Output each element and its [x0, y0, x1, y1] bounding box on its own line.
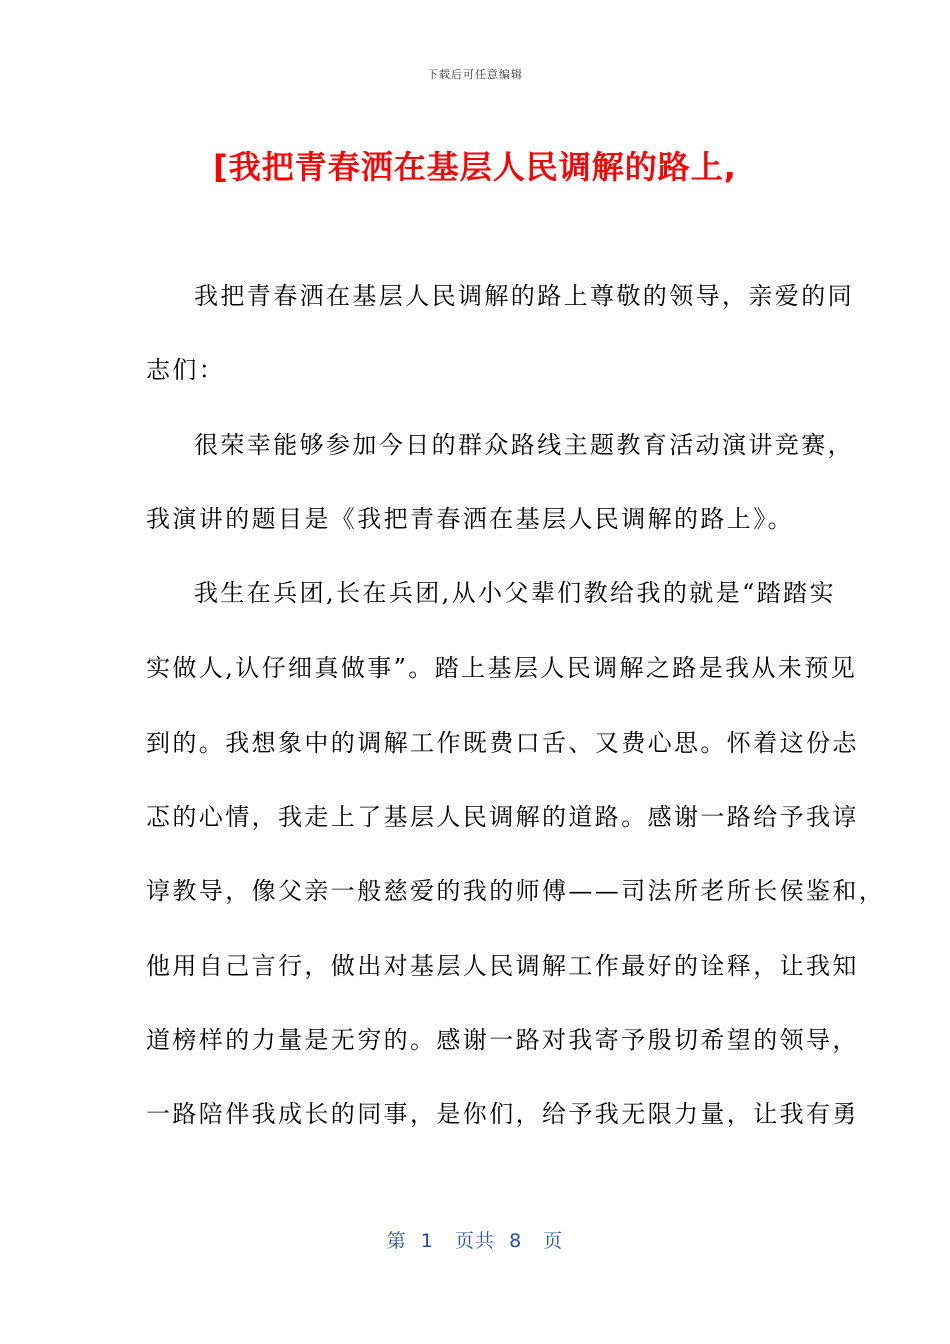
paragraph-line: 忑的心情，我走上了基层人民调解的道路。感谢一路给予我谆 — [146, 803, 859, 831]
paragraph-line: 道榜样的力量是无穷的。感谢一路对我寄予殷切希望的领导， — [146, 1026, 859, 1054]
paragraph-line: 实做人,认仔细真做事”。踏上基层人民调解之路是我从未预见 — [146, 654, 858, 682]
header-note: 下载后可任意编辑 — [427, 68, 523, 81]
paragraph-line: 志们： — [146, 356, 226, 384]
paragraph-line: 我演讲的题目是《我把青春洒在基层人民调解的路上》。 — [146, 505, 794, 533]
paragraph-line: 到的。我想象中的调解工作既费口舌、又费心思。怀着这份忐 — [146, 729, 859, 757]
paragraph-line: 谆教导，像父亲一般慈爱的我的师傅——司法所老所长侯鉴和， — [146, 877, 886, 905]
paragraph-line: 很荣幸能够参加今日的群众路线主题教育活动演讲竞赛， — [194, 431, 854, 459]
document-title: [我把青春洒在基层人民调解的路上, — [213, 148, 737, 186]
paragraph-line: 他用自己言行，做出对基层人民调解工作最好的诠释，让我知 — [146, 952, 859, 980]
page-number-footer: 第 1 页共 8 页 — [386, 1230, 564, 1252]
paragraph-line: 我生在兵团,长在兵团,从小父辈们教给我的就是“踏踏实 — [194, 579, 836, 607]
paragraph-line: 我把青春洒在基层人民调解的路上尊敬的领导，亲爱的同 — [194, 282, 854, 310]
paragraph-line: 一路陪伴我成长的同事，是你们，给予我无限力量，让我有勇 — [146, 1100, 859, 1128]
